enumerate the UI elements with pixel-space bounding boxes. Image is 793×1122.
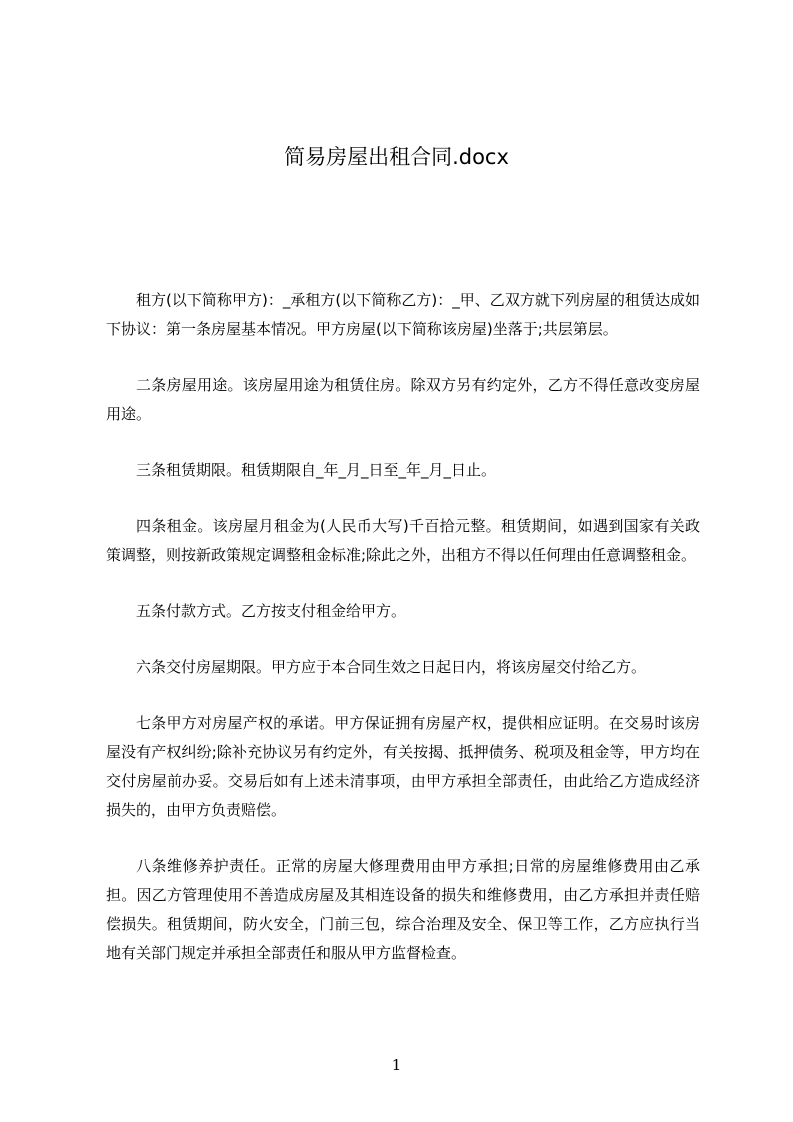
paragraph-article-3: 三条租赁期限。租赁期限自_年_月_日至_年_月_日止。 — [136, 461, 497, 479]
document-body — [106, 286, 700, 995]
paragraph-article-7: 七条甲方对房屋产权的承诺。甲方保证拥有房屋产权，提供相应证明。在交易时该房屋没有产权纠纷;除补充协议另有约定外，有关按揭、抵押债务、税项及租金等，甲方均在交付房屋前办妥。交易后如有上述未清事项，由甲方承担全部责任，由此给乙方造成经济损失的，由甲方负责赔偿。 — [106, 714, 700, 819]
document-title: 简易房屋出租合同.docx — [284, 145, 509, 169]
paragraph-article-4: 四条租金。该房屋月租金为(人民币大写)千百拾元整。租赁期间，如遇到国家有关政策调整，则按新政策规定调整租金标准;除此之外，出租方不得以任何理由任意调整租金。 — [106, 517, 700, 564]
paragraph-article-5: 五条付款方式。乙方按支付租金给甲方。 — [136, 602, 407, 620]
paragraph-article-1: 租方(以下简称甲方)：_承租方(以下简称乙方)：_甲、乙双方就下列房屋的租赁达成如下协议：第一条房屋基本情况。甲方房屋(以下简称该房屋)坐落于;共层第层。 — [106, 291, 700, 338]
paragraph-article-6: 六条交付房屋期限。甲方应于本合同生效之日起日内，将该房屋交付给乙方。 — [136, 658, 647, 676]
paragraph-article-2: 二条房屋用途。该房屋用途为租赁住房。除双方另有约定外，乙方不得任意改变房屋用途。 — [106, 376, 700, 423]
page-number: 1 — [391, 1056, 402, 1074]
paragraph-article-8: 八条维修养护责任。正常的房屋大修理费用由甲方承担;日常的房屋维修费用由乙承担。因乙方管理使用不善造成房屋及其相连设备的损失和维修费用，由乙方承担并责任赔偿损失。租赁期间，防火安全，门前三包，综合治理及安全、保卫等工作，乙方应执行当地有关部门规定并承担全部责任和服从甲方监督检查。 — [106, 857, 700, 962]
